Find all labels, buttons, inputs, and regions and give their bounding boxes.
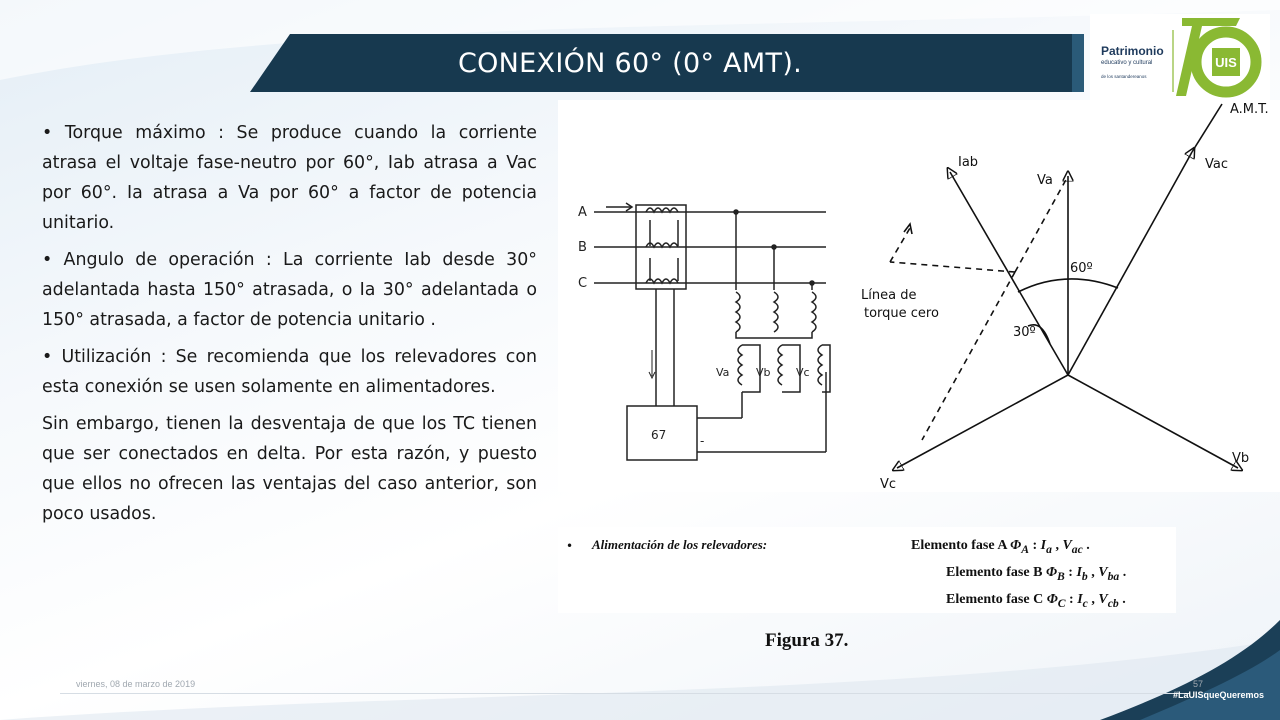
- formula-row-a: Elemento fase A $\Phi_A$ : $I_a$ , $V_{ac}$ .: [911, 538, 1090, 556]
- footer-line: [60, 693, 1190, 694]
- label-linea-1: Línea de: [861, 288, 917, 303]
- zero-torque-line: [890, 262, 1015, 272]
- torque-line-lower: [922, 272, 1015, 440]
- torque-line-upper: [1015, 176, 1068, 272]
- pt-neutral: [736, 332, 812, 338]
- pt-secondary-c: [818, 345, 822, 385]
- logo-anos: años: [1253, 58, 1260, 74]
- pt-primary-c: [812, 292, 816, 332]
- label-vc: Vc: [880, 477, 897, 492]
- phase-label-a: A: [578, 205, 587, 220]
- phasor-vb: [1068, 375, 1238, 468]
- relay-label: 67: [651, 428, 667, 442]
- logo-mark: UIS: [1215, 55, 1237, 70]
- paragraph-desventaja: Sin embargo, tienen la desventaja de que los TC tienen que ser conectados en delta. Por esta razón, y puesto que ellos no ofrecen las ventajas del caso anterior, son poco usados.: [42, 414, 537, 524]
- label-60: 60º: [1070, 261, 1093, 276]
- pt-primary-b: [774, 292, 778, 332]
- logo-title: Patrimonio: [1101, 44, 1164, 58]
- slide-title: CONEXIÓN 60° (0° AMT).: [457, 48, 803, 79]
- logo-subtitle-2: de los santandereanos: [1101, 74, 1147, 79]
- label-iab: Iab: [958, 155, 979, 170]
- footer-date: viernes, 08 de marzo de 2019: [76, 679, 196, 689]
- pt-secondary-b: [778, 345, 782, 385]
- footer-hashtag: #LaUISqueQueremos: [1173, 690, 1265, 700]
- label-vac: Vac: [1205, 157, 1228, 172]
- circuit-schematic: [578, 203, 830, 460]
- formula-row-b: Elemento fase B $\Phi_B$ : $I_b$ , $V_{ba}$ .: [946, 565, 1127, 583]
- title-bar-accent: [1072, 34, 1084, 92]
- relay-minus: -: [700, 434, 705, 448]
- phasor-vc: [897, 375, 1068, 468]
- vt-label-b: Vb: [756, 366, 771, 379]
- label-amt: A.M.T.: [1230, 102, 1269, 117]
- vt-label-a: Va: [716, 366, 730, 379]
- formula-bullet: •: [566, 539, 574, 553]
- formula-heading: Alimentación de los relevadores:: [592, 537, 768, 552]
- figure-caption: Figura 37.: [765, 630, 849, 651]
- paragraph-torque: • Torque máximo : Se produce cuando la corriente atrasa el voltaje fase-neutro por 60°, Iab atrasa a Vac por 60°. Ia atrasa a Va por 60° a factor de potencia unitario.: [42, 123, 537, 233]
- logo-subtitle: educativo y cultural: [1101, 60, 1153, 66]
- phase-label-c: C: [578, 276, 588, 291]
- paragraph-utilizacion: • Utilización : Se recomienda que los relevadores con esta conexión se usen solamente en alimentadores.: [42, 347, 537, 397]
- paragraph-angulo: • Angulo de operación : La corriente Iab desde 30° adelantada hasta 150° atrasada, o Ia 30° adelantada o 150° atrasada, a factor de potencia unitario .: [42, 250, 537, 330]
- zero-torque-arrow-shaft: [890, 228, 910, 262]
- slide-body: [42, 118, 537, 536]
- label-linea-2: torque cero: [864, 306, 939, 321]
- pt-secondary-a: [738, 345, 742, 385]
- pt-primary-a: [736, 292, 740, 332]
- label-30: 30º: [1013, 325, 1036, 340]
- label-va: Va: [1037, 173, 1053, 188]
- amt-line: [1192, 104, 1222, 152]
- label-vb: Vb: [1232, 451, 1250, 466]
- vt-label-c: Vc: [796, 366, 810, 379]
- phase-label-b: B: [578, 240, 587, 255]
- formula-row-c: Elemento fase C $\Phi_C$ : $I_c$ , $V_{cb}$ .: [946, 592, 1126, 610]
- connection-diagram: [558, 100, 1280, 492]
- phasor-diagram: [890, 104, 1238, 468]
- phasor-iab: [950, 172, 1068, 375]
- page-number: 57: [1193, 679, 1204, 689]
